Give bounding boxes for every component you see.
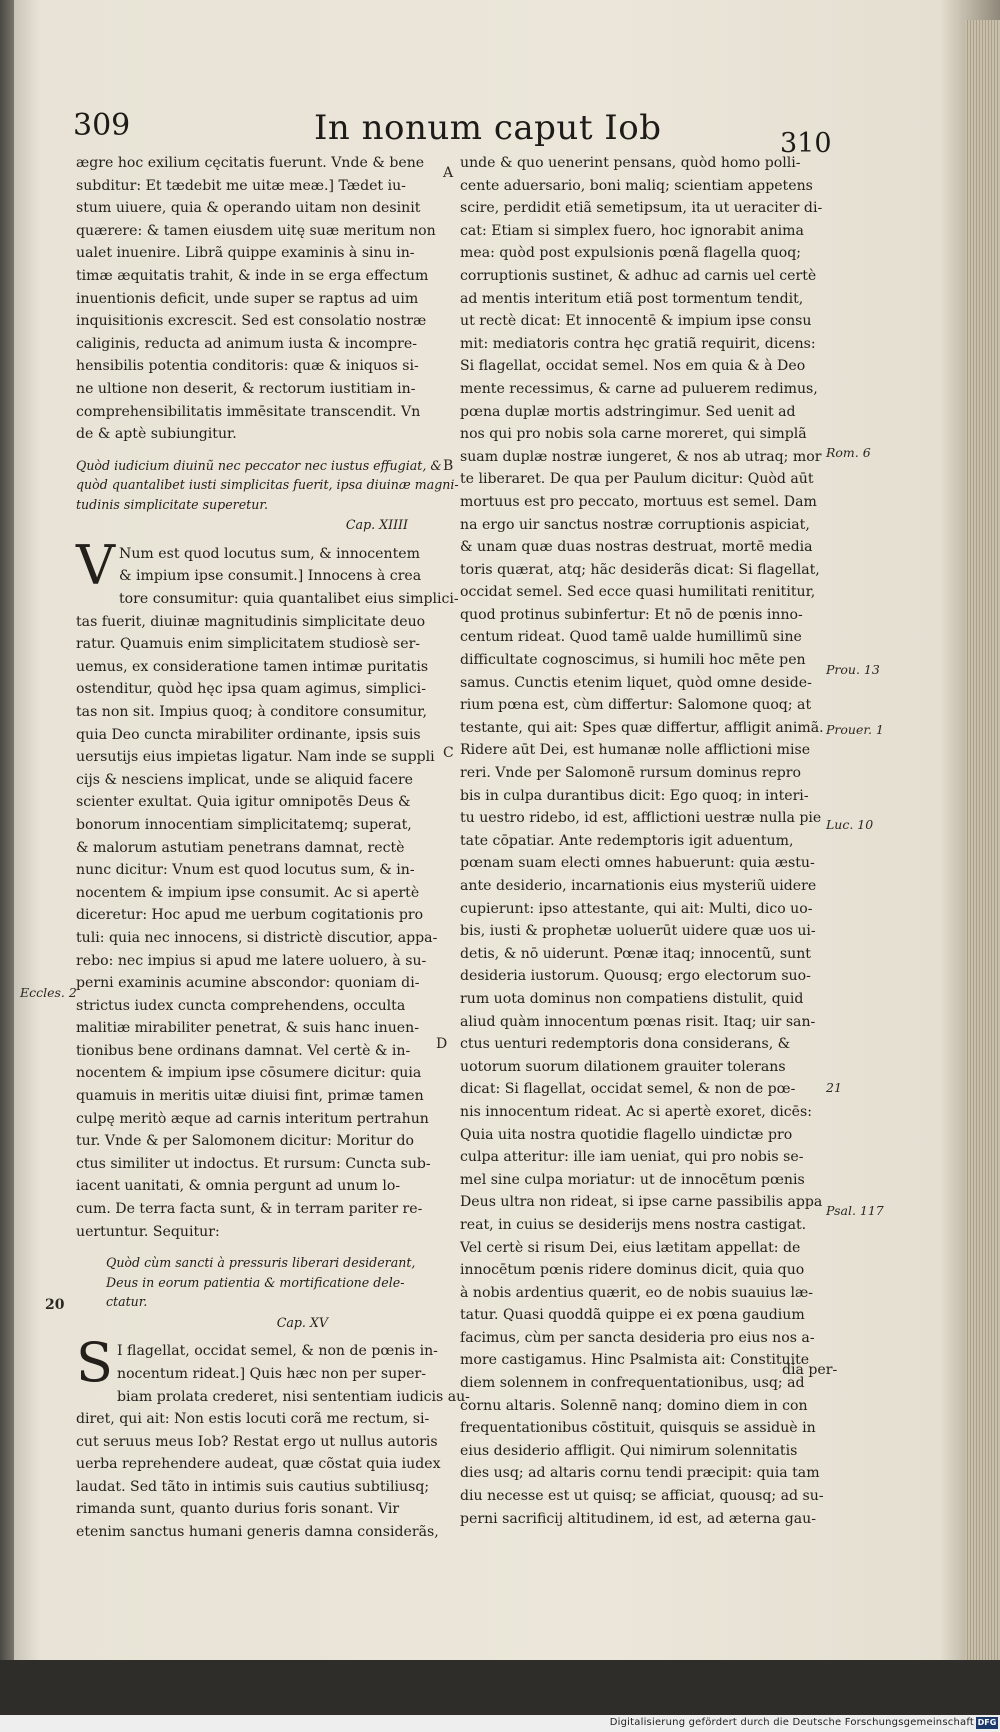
text-line: diu necesse est ut quisq; se afficiat, quousq; ad su- bbox=[460, 1488, 824, 1505]
text-line: detis, & nō uiderunt. Pœnæ itaq; innocentũ, sunt bbox=[460, 945, 811, 962]
caption-line: Deus in eorum patientia & mortificatione dele- bbox=[106, 1274, 405, 1290]
text-line: timæ æquitatis trahit, & inde in se erga effectum bbox=[76, 267, 429, 284]
text-line: uersutijs eius impietas ligatur. Nam inde se suppli bbox=[76, 749, 435, 766]
text-line: nunc dicitur: Vnum est quod locutus sum, & in- bbox=[76, 862, 415, 879]
catchword: dia per- bbox=[782, 1362, 838, 1378]
text-line: ante desiderio, incarnationis eius mysteriũ uidere bbox=[460, 878, 817, 894]
chapter-caption-14 bbox=[76, 456, 459, 515]
text-line: biam prolata crederet, nisi sententiam iudicis au- bbox=[117, 1388, 470, 1405]
text-line: etenim sanctus humani generis damna considerãs, bbox=[76, 1524, 439, 1541]
caption-line: Quòd cùm sancti à pressuris liberari desiderant, bbox=[106, 1255, 416, 1271]
text-line: bonorum innocentiam simplicitatemq; superat, bbox=[76, 816, 412, 833]
text-line: stum uiuere, quia & operando uitam non desinit bbox=[76, 200, 421, 217]
text-line: Num est quod locutus sum, & innocentem bbox=[119, 545, 420, 562]
running-title: In nonum caput Iob bbox=[314, 108, 662, 148]
text-line: toris quærat, atq; hãc desiderãs dicat: Si flagellat, bbox=[460, 561, 820, 578]
text-line: culpa atteritur: ille iam ueniat, qui pro nobis se- bbox=[460, 1149, 804, 1166]
binding-shadow bbox=[0, 0, 14, 1660]
text-line: malitiæ mirabiliter penetrat, & suis hanc inuen- bbox=[76, 1020, 419, 1037]
text-line: ut rectè dicat: Et innocentē & impium ipse consu bbox=[460, 313, 812, 330]
margin-note-psal117: Psal. 117 bbox=[826, 1203, 884, 1218]
text-line: corruptionis sustinet, & adhuc ad carnis uel certè bbox=[460, 267, 817, 284]
scan-background bbox=[0, 1660, 1000, 1715]
text-line: mortuus est pro peccato, mortuus est semel. Dam bbox=[460, 493, 817, 510]
text-line: & malorum astutiam penetrans damnat, rectè bbox=[76, 839, 405, 856]
text-line: cut seruus meus Iob? Restat ergo ut nullus autoris bbox=[76, 1433, 438, 1450]
text-line: dicat: Si flagellat, occidat semel, & non de pœ- bbox=[460, 1081, 796, 1098]
text-line: diem solennem in confrequentationibus, usq; ad bbox=[460, 1375, 805, 1392]
text-line: tionibus bene ordinans damnat. Vel certè & in- bbox=[76, 1042, 411, 1059]
text-line: caliginis, reducta ad animum iusta & incompre- bbox=[76, 335, 417, 352]
text-line: ctus similiter ut indoctus. Et rursum: Cuncta sub- bbox=[76, 1155, 431, 1172]
text-line: ualet inuenire. Librã quippe examinis à sinu in- bbox=[76, 245, 415, 262]
text-line: strictus iudex cuncta comprehendens, occulta bbox=[76, 997, 406, 1014]
text-line: quærere: & tamen eiusdem uitę suæ meritum non bbox=[76, 222, 436, 239]
text-line: uerba reprehendere audeat, quæ cõstat quia iudex bbox=[76, 1456, 441, 1473]
text-line: cornu altaris. Solennē nanq; domino diem in con bbox=[460, 1397, 808, 1414]
text-line: laudat. Sed tãto in intimis suis cautius subtiliusq; bbox=[76, 1478, 430, 1495]
text-line: Quia uita nostra quotidie flagello uindictæ pro bbox=[460, 1126, 793, 1143]
page-number-right: 310 bbox=[780, 128, 832, 159]
text-line: mel sine culpa moriatur: ut de innocētum pœnis bbox=[460, 1171, 805, 1188]
text-line: ne ultione non deserit, & rectorum iustitiam in- bbox=[76, 380, 416, 397]
section-letter-a: A bbox=[443, 165, 454, 181]
text-line: facimus, cùm per sancta desideria pro eius nos a- bbox=[460, 1329, 815, 1346]
text-line: tas fuerit, diuinæ magnitudinis simplicitate deuo bbox=[76, 613, 426, 630]
text-line: rium pœna est, cùm differtur: Salomone quoq; at bbox=[460, 697, 812, 714]
margin-note-prou13: Prou. 13 bbox=[826, 662, 880, 677]
left-text-block-3 bbox=[76, 1331, 470, 1543]
text-line: tatur. Quasi quoddã quippe ei ex pœna gaudium bbox=[460, 1307, 805, 1324]
text-line: & unam quæ duas nostras destruat, mortē media bbox=[460, 539, 813, 556]
margin-note-21: 21 bbox=[826, 1080, 842, 1095]
text-line: unde & quo uenerint pensans, quòd homo polli- bbox=[460, 155, 801, 171]
text-line: ad mentis interitum etiã post tormentum tendit, bbox=[460, 290, 804, 307]
text-line: mit: mediatoris contra hęc gratiã requirit, dicens: bbox=[460, 335, 816, 352]
text-line: tore consumitur: quia quantalibet eius simplici- bbox=[119, 591, 459, 607]
left-text-block-2 bbox=[76, 533, 459, 1243]
right-text-block bbox=[460, 152, 825, 1530]
text-line: hensibilis potentia conditoris: quæ & iniquos si- bbox=[76, 358, 419, 375]
text-line: suam duplæ nostræ iungeret, & nos ab utraq; mor bbox=[460, 448, 822, 465]
text-line: bis, iusti & prophetæ uoluerūt uidere quæ uos ui- bbox=[460, 923, 816, 940]
dfg-logo: DFG bbox=[977, 1718, 997, 1727]
text-line: tas non sit. Impius quoq; à conditore consumitur, bbox=[76, 703, 427, 720]
text-line: tu uestro ridebo, id est, afflictioni uestræ nulla pie bbox=[460, 810, 822, 827]
text-line: inquisitionis excrescit. Sed est consolatio nostræ bbox=[76, 313, 427, 330]
text-line: Si flagellat, occidat semel. Nos em quia & à Deo bbox=[460, 358, 806, 375]
text-line: culpę meritò æque ad carnis interitum pertrahun bbox=[76, 1110, 429, 1127]
text-line: perni examinis acumine abscondor: quoniam di- bbox=[76, 975, 420, 992]
text-line: de & aptè subiungitur. bbox=[76, 426, 237, 443]
text-line: pœna duplæ mortis adstringimur. Sed uenit ad bbox=[460, 403, 796, 420]
text-line: rebo: nec impius si apud me latere uoluero, à su- bbox=[76, 952, 427, 969]
text-line: cijs & nesciens implicat, unde se aliquid facere bbox=[76, 771, 414, 788]
caption-line: tudinis simplicitate superetur. bbox=[76, 496, 268, 512]
section-letter-d: D bbox=[436, 1036, 448, 1052]
text-line: na ergo uir sanctus nostræ corruptionis aspiciat, bbox=[460, 516, 810, 533]
text-line: mea: quòd post expulsionis pœnã flagella quoq; bbox=[460, 245, 802, 262]
text-line: more castigamus. Hinc Psalmista ait: Constituite bbox=[460, 1352, 810, 1369]
text-line: difficultate cognoscimus, si humili hoc mēte pen bbox=[460, 652, 806, 669]
left-column bbox=[76, 152, 470, 1544]
text-line: uemus, ex consideratione tamen intimæ puritatis bbox=[76, 658, 429, 675]
margin-note-eccles: Eccles. 2 bbox=[20, 985, 77, 1000]
text-line: Ridere aūt Dei, est humanæ nolle afflictioni mise bbox=[460, 742, 811, 759]
text-line: innocētum pœnis ridere dominus dicit, quia quo bbox=[460, 1262, 805, 1279]
margin-note-rom: Rom. 6 bbox=[826, 445, 871, 460]
caption-line: Quòd iudicium diuinũ nec peccator nec iustus effugiat, & bbox=[76, 457, 442, 473]
caption-line: ctatur. bbox=[106, 1294, 148, 1310]
chapter-caption-15 bbox=[76, 1253, 438, 1312]
text-line: scienter exultat. Quia igitur omnipotēs Deus & bbox=[76, 794, 411, 811]
text-line: Vel certè si risum Dei, eius lætitam appellat: de bbox=[460, 1239, 801, 1256]
text-line: quod protinus subinfertur: Et nō de pœnis inno- bbox=[460, 606, 803, 623]
digitization-footer bbox=[0, 1715, 1000, 1732]
text-line: & impium ipse consumit.] Innocens à crea bbox=[119, 568, 422, 585]
text-line: uertuntur. Sequitur: bbox=[76, 1223, 220, 1240]
text-line: ratur. Quamuis enim simplicitatem studiosè ser- bbox=[76, 636, 421, 653]
section-letter-b: B bbox=[443, 458, 454, 474]
text-line: nocentum rideat.] Quis hæc non per super- bbox=[117, 1365, 427, 1382]
text-line: testante, qui ait: Spes quæ differtur, affligit animã. bbox=[460, 719, 824, 736]
text-line: à nobis ardentius quærit, eo de nobis suauius læ- bbox=[460, 1284, 813, 1301]
text-line: quia Deo cuncta mirabiliter ordinante, ipsis suis bbox=[76, 726, 421, 743]
text-line: uotorum suorum dilationem grauiter tolerans bbox=[460, 1058, 786, 1075]
text-line: tuli: quia nec innocens, si districtè discutior, appa- bbox=[76, 929, 438, 946]
text-line: occidat semel. Sed ecce quasi humilitati renititur, bbox=[460, 584, 816, 601]
text-line: reat, in cuius se desiderijs mens nostra castigat. bbox=[460, 1216, 807, 1233]
text-line: I flagellat, occidat semel, & non de pœnis in- bbox=[117, 1343, 438, 1360]
text-line: eius desiderio affligit. Qui nimirum solennitatis bbox=[460, 1442, 798, 1459]
text-line: nis innocentum rideat. Ac si apertè exoret, dicēs: bbox=[460, 1103, 812, 1120]
text-line: cum. De terra facta sunt, & in terram pariter re- bbox=[76, 1201, 423, 1218]
text-line: diceretur: Hoc apud me uerbum cogitationis pro bbox=[76, 907, 424, 924]
drop-cap-s: S bbox=[76, 1331, 113, 1395]
text-line: bis in culpa durantibus dicit: Ego quoq; in interi- bbox=[460, 787, 809, 804]
text-line: aliud quàm innocentum pœnas risit. Itaq; uir san- bbox=[460, 1013, 816, 1030]
line-number-20: 20 bbox=[45, 1297, 65, 1313]
footer-credit: Digitalisierung gefördert durch die Deutsche Forschungsgemeinschaft bbox=[609, 1717, 974, 1728]
text-line: diret, qui ait: Non estis locuti corã me rectum, si- bbox=[76, 1411, 430, 1428]
page-number-left: 309 bbox=[73, 108, 131, 143]
right-column bbox=[460, 152, 825, 1530]
text-line: cat: Etiam si simplex fuero, hoc ignorabit anima bbox=[460, 222, 804, 239]
text-line: scire, perdidit etiã semetipsum, ita ut ueraciter di- bbox=[460, 200, 823, 217]
text-line: rimanda sunt, quanto durius foris sonant. Vir bbox=[76, 1501, 400, 1518]
text-line: iacent uanitati, & omnia pergunt ad unum lo- bbox=[76, 1178, 401, 1195]
text-line: centum rideat. Quod tamē ualde humillimũ sine bbox=[460, 629, 802, 646]
text-line: pœnam suam electi omnes habuerunt: quia æstu- bbox=[460, 855, 815, 872]
text-line: cupierunt: ipso attestante, qui ait: Multi, dico uo- bbox=[460, 900, 813, 917]
text-line: quamuis in meritis uitæ diuisi fint, primæ tamen bbox=[76, 1088, 424, 1105]
text-line: dies usq; ad altaris cornu tendi præcipit: quia tam bbox=[460, 1465, 820, 1482]
section-letter-c: C bbox=[443, 745, 454, 761]
text-line: perni sacrificij altitudinem, id est, ad æterna gau- bbox=[460, 1510, 817, 1527]
text-line: tur. Vnde & per Salomonem dicitur: Moritur do bbox=[76, 1133, 415, 1150]
text-line: subditur: Et tædebit me uitæ meæ.] Tædet iu- bbox=[76, 177, 406, 194]
text-line: samus. Cunctis etenim liquet, quòd omne deside- bbox=[460, 674, 812, 691]
text-line: ægre hoc exilium cęcitatis fuerunt. Vnde & bene bbox=[76, 155, 425, 171]
text-line: nocentem & impium ipse cōsumere dicitur: quia bbox=[76, 1065, 422, 1082]
text-line: inuentionis deficit, unde super se raptus ad uim bbox=[76, 290, 419, 307]
text-line: te liberaret. De qua per Paulum dicitur: Quòd aūt bbox=[460, 471, 814, 488]
text-line: mente recessimus, & carne ad puluerem redimus, bbox=[460, 380, 818, 397]
text-line: rum uota dominus non compatiens distulit, quid bbox=[460, 990, 804, 1007]
drop-cap-v: V bbox=[76, 533, 115, 597]
text-line: Deus ultra non rideat, si ipse carne passibilis appa bbox=[460, 1194, 823, 1211]
text-line: nocentem & impium ipse consumit. Ac si apertè bbox=[76, 884, 420, 901]
text-line: ostenditur, quòd hęc ipsa quam agimus, simplici- bbox=[76, 681, 426, 698]
text-line: nos qui pro nobis sola carne moreret, qui simplã bbox=[460, 426, 807, 443]
margin-note-luc10: Luc. 10 bbox=[826, 817, 874, 832]
text-line: frequentationibus cōstituit, quisquis se assiduè in bbox=[460, 1420, 816, 1437]
margin-note-prouer1: Prouer. 1 bbox=[826, 722, 884, 737]
text-line: ctus uenturi redemptoris dona considerans, & bbox=[460, 1036, 791, 1053]
text-line: desideria iustorum. Quousq; ergo electorum suo- bbox=[460, 968, 811, 985]
chapter-number-14: Cap. XIIII bbox=[345, 517, 408, 533]
left-text-block-1 bbox=[76, 152, 438, 446]
page-edges bbox=[965, 20, 1000, 1660]
text-line: reri. Vnde per Salomonē rursum dominus repro bbox=[460, 765, 802, 782]
text-line: tate cōpatiar. Ante redemptoris igit aduentum, bbox=[460, 832, 794, 849]
text-line: cente aduersario, boni maliq; scientiam appetens bbox=[460, 177, 813, 194]
caption-line: quòd quantalibet iusti simplicitas fuerit, ipsa diuinæ magni- bbox=[76, 477, 459, 493]
text-line: comprehensibilitatis immēsitate transcendit. Vn bbox=[76, 403, 421, 420]
chapter-number-15: Cap. XV bbox=[276, 1314, 328, 1330]
